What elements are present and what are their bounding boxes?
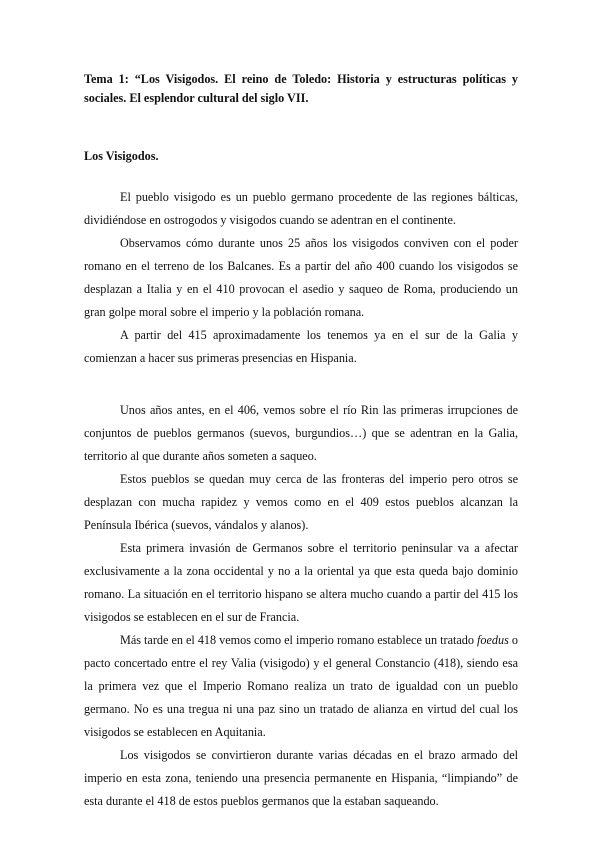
paragraph-last: Los visigodos se convirtieron durante varias décadas en el brazo armado del imperio en esta zona, teniendo una presencia permanente en Hispania, “limpiando” de esta durante el 418 de estos pueblos germanos que la estaban saqueando.: [84, 748, 518, 808]
foedus-text-before: Más tarde en el 418 vemos como el imperio romano establece un tratado: [120, 633, 478, 647]
paragraph-1: El pueblo visigodo es un pueblo germano procedente de las regiones bálticas, dividiéndose en ostrogodos y visigodos cuando se adentran en el continente.: [84, 190, 518, 227]
foedus-term: foedus: [477, 633, 509, 647]
document-title: Tema 1: “Los Visigodos. El reino de Toledo: Historia y estructuras políticas y sociales. El esplendor cultural del siglo VII.: [84, 72, 518, 105]
paragraph-5: Estos pueblos se quedan muy cerca de las fronteras del imperio pero otros se desplazan con mucha rapidez y vemos como en el 409 estos pueblos alcanzan la Península Ibérica (suevos, vándalos y alanos).: [84, 472, 518, 532]
paragraph-6: Esta primera invasión de Germanos sobre el territorio peninsular va a afectar exclusivamente a la zona occidental y no a la oriental ya que esta queda bajo dominio romano. La situación en el territorio hispano se altera mucho cuando a partir del 415 los visigodos se establecen en el sur de Francia.: [84, 541, 518, 624]
foedus-text-after: o pacto concertado entre el rey Valia (visigodo) y el general Constancio (418), siendo esa la primera vez que el Imperio Romano realiza un trato de igualdad con un pueblo germano. No es una tregua ni una paz sino un tratado de alianza en virtud del cual los visigodos se establecen en Aquitania.: [84, 633, 519, 739]
section-heading: Los Visigodos.: [84, 149, 159, 163]
paragraph-2: Observamos cómo durante unos 25 años los visigodos conviven con el poder romano en el terreno de los Balcanes. Es a partir del año 400 cuando los visigodos se desplazan a Italia y en el 410 provocan el asedio y saqueo de Roma, produciendo un gran golpe moral sobre el imperio y la población romana.: [84, 236, 518, 319]
paragraph-foedus: [84, 629, 518, 744]
paragraph-4: Unos años antes, en el 406, vemos sobre el río Rin las primeras irrupciones de conjuntos de pueblos germanos (suevos, burgundios…) que se adentran en la Galia, territorio al que durante años someten a saqueo.: [84, 403, 518, 463]
paragraph-3: A partir del 415 aproximadamente los tenemos ya en el sur de la Galia y comienzan a hacer sus primeras presencias en Hispania.: [84, 328, 518, 365]
